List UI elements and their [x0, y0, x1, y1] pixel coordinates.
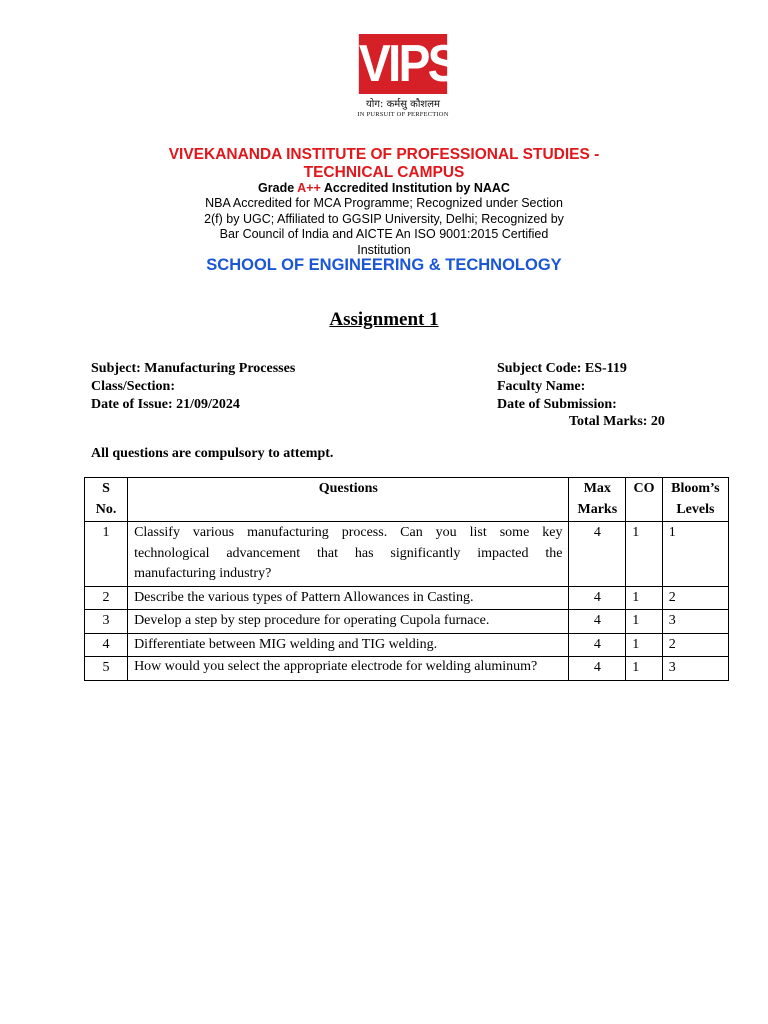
header-blooms-line1: Bloom’s [671, 481, 720, 496]
row-question: Differentiate between MIG welding and TIG welding. [128, 633, 569, 657]
row-bloom: 1 [662, 522, 728, 587]
vips-logo [355, 34, 457, 126]
grade-prefix: Grade [258, 181, 298, 195]
assignment-title: Assignment 1 [329, 309, 439, 330]
row-max-marks: 4 [569, 657, 626, 681]
row-max-marks: 4 [569, 522, 626, 587]
row-sno: 3 [85, 610, 128, 634]
row-co: 1 [626, 586, 663, 610]
logo-wordmark: VIPS [358, 35, 457, 93]
grade-value: A++ [297, 181, 321, 195]
row-sno: 2 [85, 586, 128, 610]
meta-left [91, 360, 295, 414]
header-co: CO [626, 478, 663, 522]
header-max-marks [569, 478, 626, 522]
row-max-marks: 4 [569, 610, 626, 634]
row-max-marks: 4 [569, 633, 626, 657]
accreditation-line4: Institution [357, 242, 411, 257]
row-co: 1 [626, 633, 663, 657]
row-bloom: 3 [662, 657, 728, 681]
class-section: Class/Section: [91, 379, 175, 394]
row-co: 1 [626, 610, 663, 634]
table-row [85, 586, 729, 610]
institute-name [0, 146, 768, 182]
institute-name-line2: TECHNICAL CAMPUS [303, 164, 465, 181]
row-bloom: 3 [662, 610, 728, 634]
header-sno: S No. [85, 478, 128, 522]
instruction: All questions are compulsory to attempt. [91, 446, 334, 461]
row-bloom: 2 [662, 586, 728, 610]
header-questions: Questions [128, 478, 569, 522]
table-header-row [85, 478, 729, 522]
logo-motto: योग: कर्मसु कौशलम [366, 99, 440, 110]
row-question: Describe the various types of Pattern Allowances in Casting. [128, 586, 569, 610]
header-blooms-line2: Levels [676, 501, 715, 517]
row-question: Classify various manufacturing process. Can you list some key technological advancement that has significantly impacted the manufacturing industry? [128, 522, 569, 587]
accreditation-text [0, 196, 768, 258]
school-name: SCHOOL OF ENGINEERING & TECHNOLOGY [206, 256, 562, 274]
row-question: How would you select the appropriate electrode for welding aluminum? [128, 657, 569, 681]
accreditation-line1: NBA Accredited for MCA Programme; Recognized under Section [205, 196, 563, 210]
row-bloom: 2 [662, 633, 728, 657]
header-max-marks-line1: Max [583, 481, 611, 496]
table-row [85, 633, 729, 657]
total-marks: Total Marks: 20 [569, 414, 665, 429]
row-sno: 4 [85, 633, 128, 657]
accreditation-line3: Bar Council of India and AICTE An ISO 9001:2015 Certified [219, 227, 549, 241]
row-co: 1 [626, 657, 663, 681]
row-sno: 1 [85, 522, 128, 587]
row-max-marks: 4 [569, 586, 626, 610]
meta-right [497, 360, 627, 414]
institute-name-line1: VIVEKANANDA INSTITUTE OF PROFESSIONAL STUDIES - [168, 146, 600, 163]
header-max-marks-line2: Marks [577, 501, 618, 517]
accreditation-line2: 2(f) by UGC; Affiliated to GGSIP University, Delhi; Recognized by [204, 211, 564, 226]
subject-code: Subject Code: ES-119 [497, 361, 627, 376]
table-row [85, 657, 729, 681]
row-question: Develop a step by step procedure for operating Cupola furnace. [128, 610, 569, 634]
date-of-issue: Date of Issue: 21/09/2024 [91, 397, 240, 412]
row-sno: 5 [85, 657, 128, 681]
date-of-submission: Date of Submission: [497, 397, 617, 412]
table-row [85, 610, 729, 634]
faculty-name: Faculty Name: [497, 379, 586, 394]
naac-grade [0, 181, 768, 195]
row-co: 1 [626, 522, 663, 587]
subject: Subject: Manufacturing Processes [91, 361, 296, 376]
questions-table [84, 477, 729, 681]
header-blooms [662, 478, 728, 522]
grade-suffix: Accredited Institution by NAAC [320, 181, 510, 195]
table-row [85, 522, 729, 587]
logo-tagline: IN PURSUIT OF PERFECTION [357, 111, 449, 118]
